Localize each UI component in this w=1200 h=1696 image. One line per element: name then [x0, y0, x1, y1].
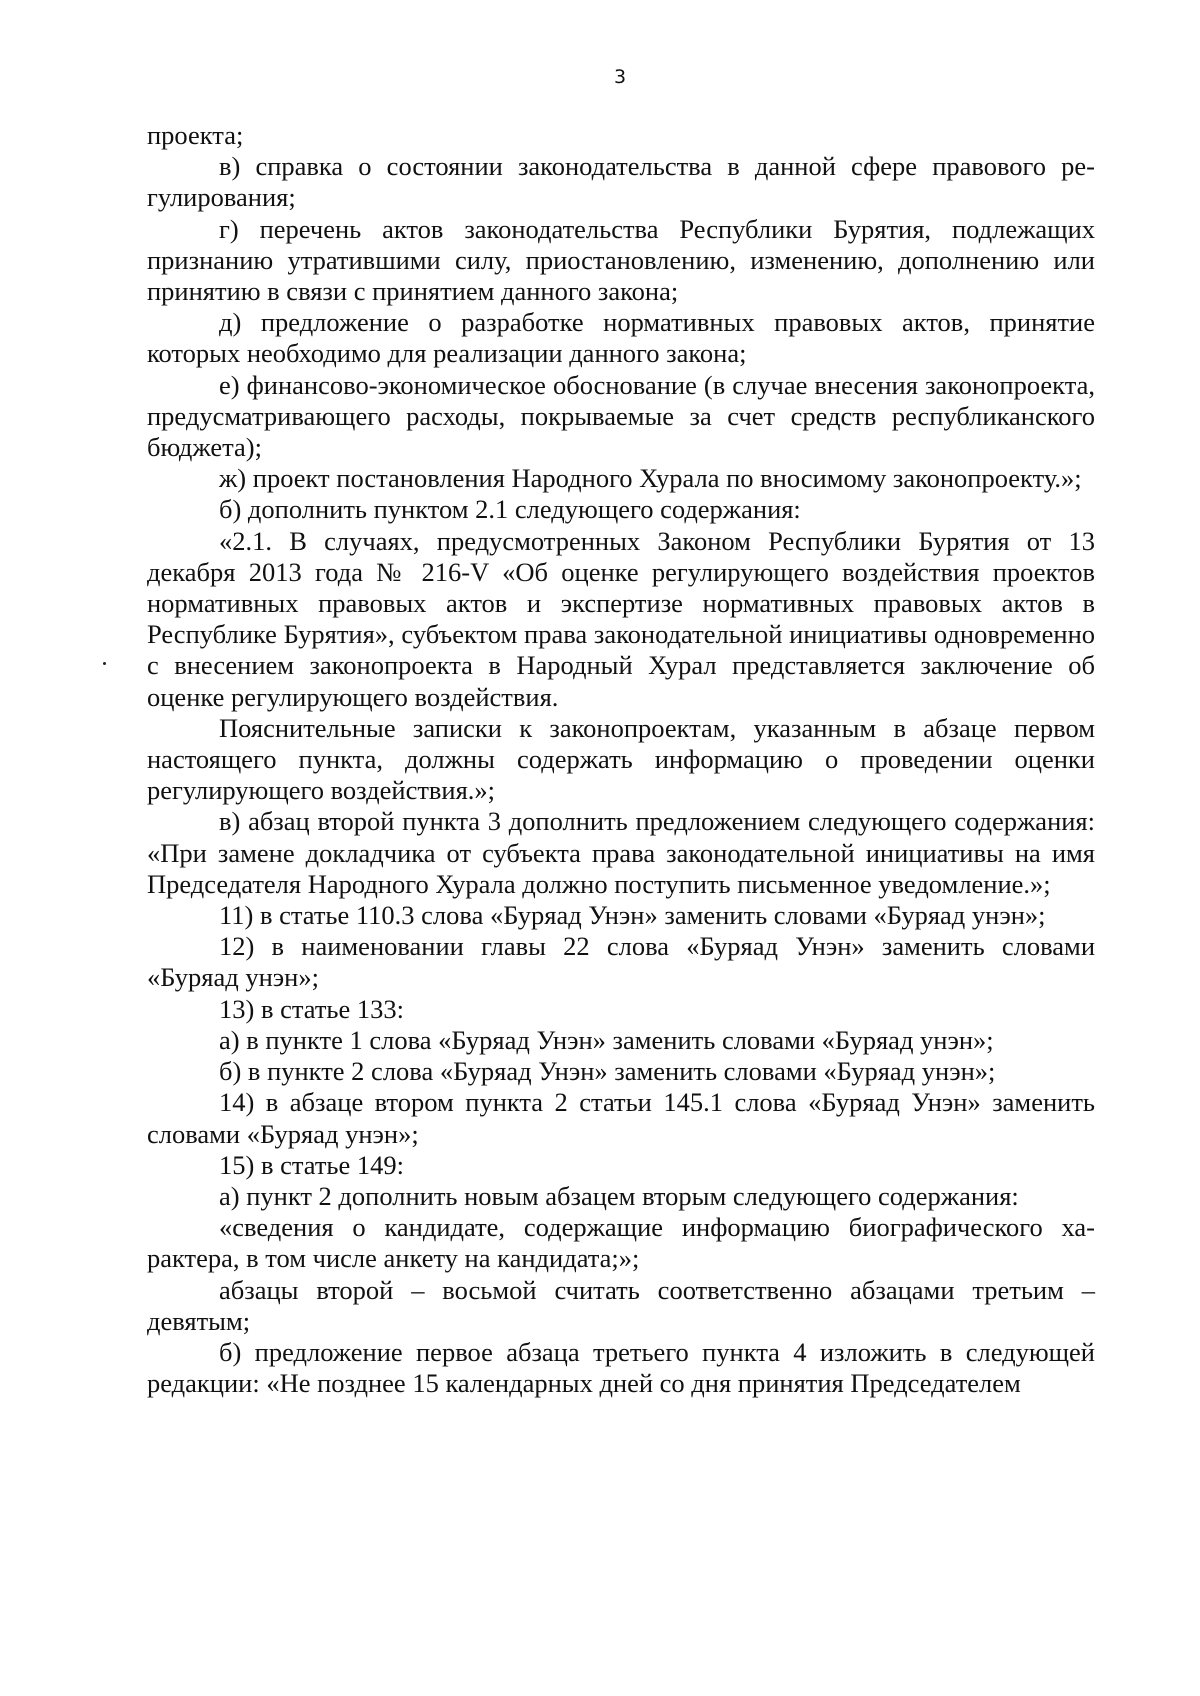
- paragraph: е) финансово-экономическое обоснование (в случае внесения законопроекта, предусматривающего расходы, покрываемые за счет средств республиканского бюджета);: [147, 369, 1095, 463]
- page-number: 3: [613, 66, 627, 88]
- paragraph: проекта;: [147, 120, 244, 150]
- paragraph: ж) проект постановления Народного Хурала по вносимому законопроекту.»;: [219, 463, 1082, 494]
- paragraph: д) предложение о разработке нормативных правовых актов, принятие которых необходимо для реализации данного закона;: [147, 307, 1095, 369]
- paragraph: Пояснительные записки к законопроектам, указанным в абзаце первом настоящего пункта, должны содержать информацию о проведении оценки регулирующего воздействия.»;: [147, 712, 1095, 806]
- paragraph: 11) в статье 110.3 слова «Буряад Унэн» заменить словами «Буряад унэн»;: [219, 900, 1046, 931]
- paragraph: б) дополнить пунктом 2.1 следующего содержания:: [219, 494, 801, 525]
- paragraph: в) абзац второй пункта 3 дополнить предложением следующего содержания: «При замене докладчика от субъекта права законодательной инициативы на имя Председателя Народного Хурала должно поступить письменное уведомление.»;: [147, 806, 1095, 899]
- paragraph: а) пункт 2 дополнить новым абзацем вторым следующего содержания:: [219, 1180, 1019, 1211]
- document-body: [147, 120, 1095, 1399]
- paragraph: 14) в абзаце втором пункта 2 статьи 145.1 слова «Буряад Унэн» заменить словами «Буряад унэн»;: [147, 1087, 1095, 1149]
- paragraph: 13) в статье 133:: [219, 993, 404, 1024]
- scan-speck: [103, 662, 106, 665]
- paragraph: «сведения о кандидате, содержащие информацию биографического характера, в том числе анкету на кандидата;»;: [147, 1212, 1095, 1274]
- paragraph: 15) в статье 149:: [219, 1149, 404, 1180]
- paragraph: в) справка о состоянии законодательства в данной сфере правового регулирования;: [147, 151, 1095, 213]
- paragraph: 12) в наименовании главы 22 слова «Буряад Унэн» заменить словами «Буряад унэн»;: [147, 931, 1095, 993]
- paragraph: г) перечень актов законодательства Республики Бурятия, подлежащих признанию утратившими силу, приостановлению, изменению, дополнению или принятию в связи с принятием данного закона;: [147, 213, 1095, 307]
- paragraph: а) в пункте 1 слова «Буряад Унэн» заменить словами «Буряад унэн»;: [219, 1024, 994, 1055]
- paragraph: «2.1. В случаях, предусмотренных Законом Республики Бурятия от 13 декабря 2013 года № 216-V «Об оценке регулирующего воздействия проектов нормативных правовых актов и экспертизе нормативных правовых актов в Республике Бурятия», субъектом права законодательной инициативы одновременно с внесением законопроекта в Народный Хурал представляется заключение об оценке регулирующего воздействия.: [147, 525, 1095, 712]
- paragraph: б) предложение первое абзаца третьего пункта 4 изложить в следующей редакции: «Не позднее 15 календарных дней со дня принятия Председателем: [147, 1336, 1095, 1399]
- paragraph: б) в пункте 2 слова «Буряад Унэн» заменить словами «Буряад унэн»;: [219, 1056, 996, 1087]
- paragraph: абзацы второй – восьмой считать соответственно абзацами третьим – девятым;: [147, 1274, 1095, 1336]
